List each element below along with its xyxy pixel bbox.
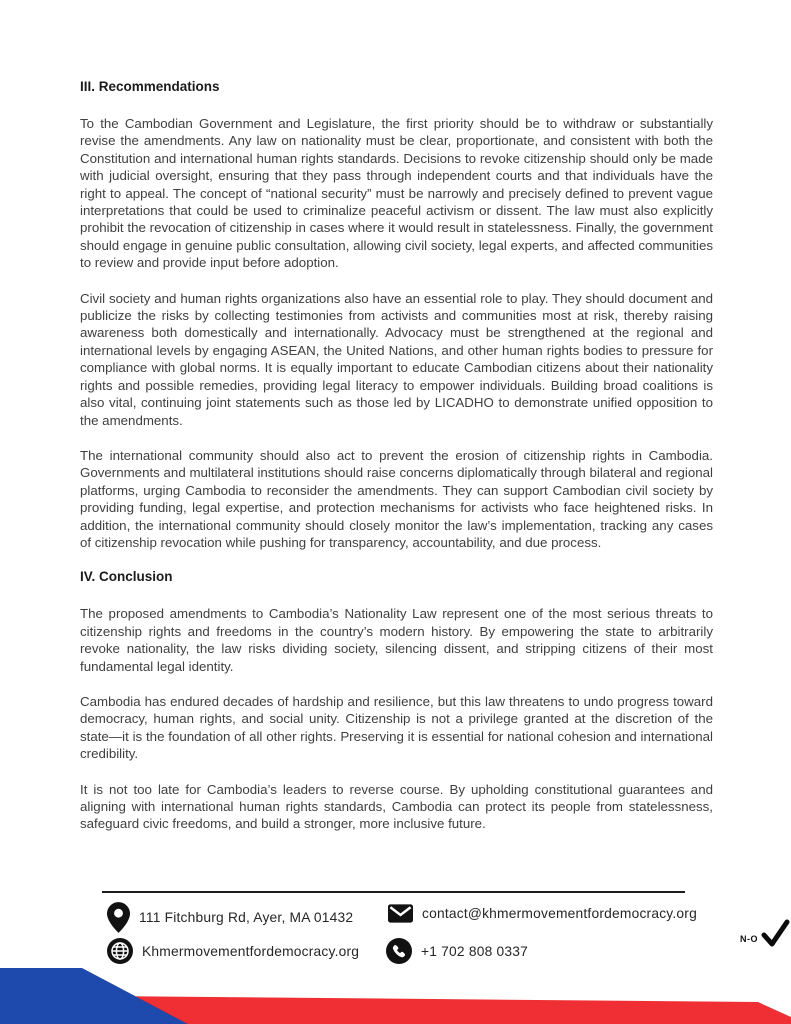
- globe-icon: [107, 938, 133, 964]
- footer-divider: [102, 891, 685, 893]
- footer-website-text: Khmermovementfordemocracy.org: [142, 943, 360, 959]
- blue-band-shape: [0, 968, 188, 1024]
- footer-email-text: contact@khmermovementfordemocracy.org: [422, 906, 697, 921]
- phone-icon: [386, 938, 412, 964]
- red-band-shape: [105, 996, 791, 1024]
- initials-stamp: [740, 919, 790, 949]
- section-heading-recommendations: III. Recommendations: [80, 79, 220, 94]
- footer-phone: [386, 938, 528, 964]
- footer-website: [107, 938, 359, 964]
- paragraph-conclusion-3: It is not too late for Cambodia’s leaders to reverse course. By upholding constitutional guarantees and aligning with international human rights standards, Cambodia can protect its people from statelessness, safeguard civic freedoms, and build a stronger, more inclusive future.: [80, 781, 713, 832]
- envelope-icon: [388, 904, 413, 923]
- section-heading-conclusion: IV. Conclusion: [80, 569, 173, 585]
- footer-address-text: 111 Fitchburg Rd, Ayer, MA 01432: [139, 910, 354, 925]
- location-pin-icon: [107, 902, 130, 933]
- paragraph-recommendations-1: To the Cambodian Government and Legislature, the first priority should be to withdraw or substantially revise the amendments. Any law on nationality must be clear, proportionate, and consistent with both the Constitution and international human rights standards. Decisions to revoke citizenship should only be made with judicial oversight, ensuring that they pass through independent courts and that individuals have the right to appeal. The concept of “national security” must be narrowly and precisely defined to prevent vague interpretations that could be used to criminalize peaceful activism or dissent. The law must also explicitly prohibit the revocation of citizenship in cases where it would result in statelessness. Finally, the government should engage in genuine public consultation, allowing civil society, legal experts, and affected communities to review and provide input before adoption.: [80, 116, 713, 271]
- paragraph-conclusion-1: The proposed amendments to Cambodia’s Nationality Law represent one of the most serious threats to citizenship rights and freedoms in the country’s modern history. By empowering the state to arbitrarily revoke nationality, the law risks dividing society, silencing dissent, and stripping citizens of their most fundamental legal identity.: [80, 606, 713, 674]
- footer-email: [388, 904, 697, 923]
- footer-address: [107, 902, 353, 933]
- footer-phone-text: +1 702 808 0337: [421, 943, 528, 959]
- document-body: [80, 79, 713, 851]
- initials-stamp-label: N-O: [740, 934, 758, 944]
- checkmark-icon: [760, 919, 790, 949]
- paragraph-recommendations-2: Civil society and human rights organizations also have an essential role to play. They should document and publicize the risks by collecting testimonies from activists and communities most at risk, thereby raising awareness both domestically and internationally. Advocacy must be strengthened at the regional and international levels by engaging ASEAN, the United Nations, and other human rights bodies to pressure for compliance with global norms. It is equally important to educate Cambodian citizens about their nationality rights and possible remedies, providing legal literacy to empower individuals. Building broad coalitions is also vital, continuing joint statements such as those led by LICADHO to demonstrate unified opposition to the amendments.: [80, 290, 713, 428]
- bottom-decorative-bands: [0, 964, 791, 1024]
- paragraph-recommendations-3: The international community should also act to prevent the erosion of citizenship rights in Cambodia. Governments and multilateral institutions should raise concerns diplomatically through bilateral and regional platforms, urging Cambodia to reconsider the amendments. They can support Cambodian civil society by providing funding, legal expertise, and protection mechanisms for activists who face heightened risks. In addition, the international community should closely monitor the law’s implementation, tracking any cases of citizenship revocation while pushing for transparency, accountability, and due process.: [80, 447, 713, 550]
- paragraph-conclusion-2: Cambodia has endured decades of hardship and resilience, but this law threatens to undo progress toward democracy, human rights, and social unity. Citizenship is not a privilege granted at the discretion of the state—it is the foundation of all other rights. Preserving it is essential for national cohesion and international credibility.: [80, 693, 713, 762]
